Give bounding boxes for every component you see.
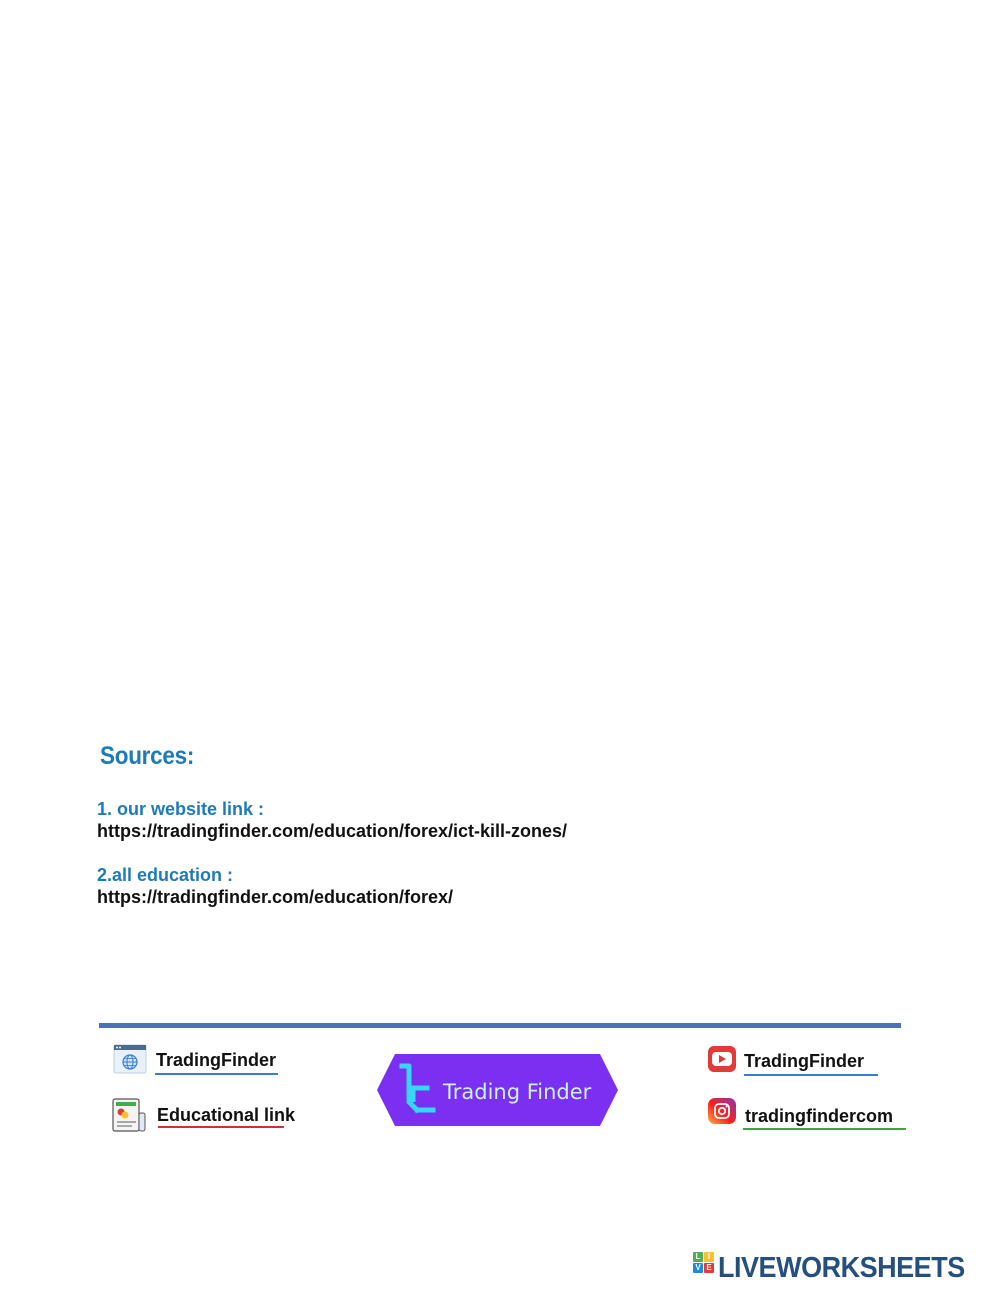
document-icon <box>110 1097 148 1133</box>
footer-divider <box>99 1023 901 1028</box>
liveworksheets-watermark: LIVEWORKSHEETS <box>718 1252 965 1284</box>
source-2-url[interactable]: https://tradingfinder.com/education/forex/ <box>97 887 454 907</box>
educational-link[interactable]: Educational link <box>157 1105 296 1125</box>
liveworksheets-badge-icon: L I V E <box>693 1252 715 1274</box>
source-2-label: 2.all education : <box>97 865 234 885</box>
youtube-link[interactable]: TradingFinder <box>744 1051 865 1071</box>
instagram-icon <box>707 1097 737 1125</box>
source-1-label: 1. our website link : <box>97 799 265 819</box>
instagram-link-underline <box>743 1128 906 1130</box>
sources-title: Sources: <box>100 742 195 770</box>
globe-browser-icon <box>113 1044 147 1074</box>
website-link[interactable]: TradingFinder <box>156 1050 277 1070</box>
logo-text: Trading Finder <box>443 1080 592 1104</box>
educational-link-underline <box>158 1126 284 1128</box>
youtube-icon <box>707 1045 737 1073</box>
youtube-link-underline <box>744 1074 878 1076</box>
trading-finder-logo <box>377 1054 618 1126</box>
source-1-url[interactable]: https://tradingfinder.com/education/forex/ict-kill-zones/ <box>97 821 568 841</box>
instagram-link[interactable]: tradingfindercom <box>745 1106 894 1126</box>
website-link-underline <box>155 1073 278 1075</box>
